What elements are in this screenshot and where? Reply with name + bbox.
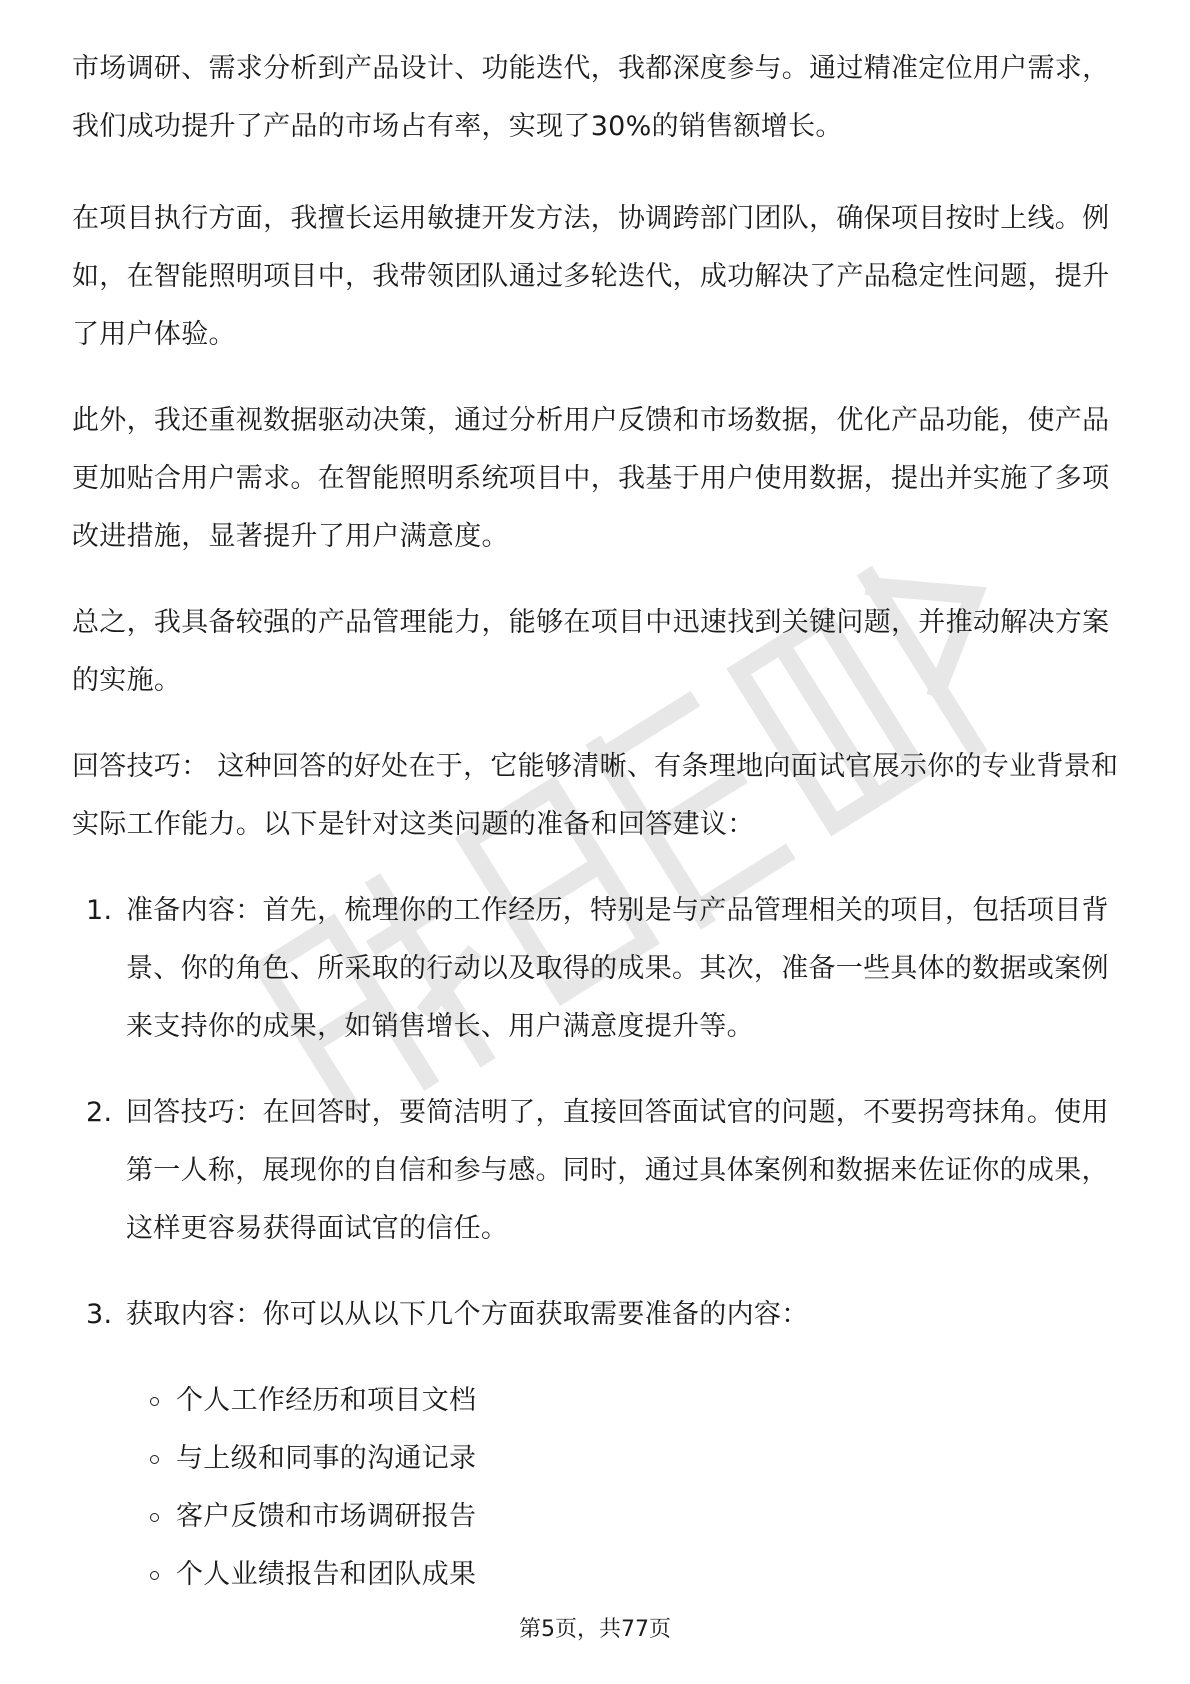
- bullet-text: 与上级和同事的沟通记录: [176, 1443, 477, 1474]
- bullet-text: 个人业绩报告和团队成果: [176, 1559, 477, 1590]
- page-footer: 第5页，共77页: [519, 1617, 671, 1642]
- paragraph: 回答技巧： 这种回答的好处在于，它能够清晰、有条理地向面试官展示你的专业背景和实际工作能力。以下是针对这类问题的准备和回答建议：: [72, 751, 1119, 840]
- bullet-icon: [150, 1397, 159, 1406]
- paragraph: 市场调研、需求分析到产品设计、功能迭代，我都深度参与。通过精准定位用户需求，我们成功提升了产品的市场占有率，实现了30%的销售额增长。: [72, 53, 1110, 142]
- list-number: 2.: [86, 1097, 113, 1128]
- list-item: [72, 882, 1122, 1056]
- list-item-text: 准备内容：首先，梳理你的工作经历，特别是与产品管理相关的项目，包括项目背景、你的角色、所采取的行动以及取得的成果。其次，准备一些具体的数据或案例来支持你的成果，如销售增长、用户满意度提升等。: [126, 895, 1109, 1042]
- list-number: 3.: [86, 1299, 113, 1330]
- list-item: [72, 1084, 1122, 1258]
- paragraph: 此外，我还重视数据驱动决策，通过分析用户反馈和市场数据，优化产品功能，使产品更加贴合用户需求。在智能照明系统项目中，我基于用户使用数据，提出并实施了多项改进措施，显著提升了用户满意度。: [72, 405, 1110, 552]
- list-item-text: 回答技巧：在回答时，要简洁明了，直接回答面试官的问题，不要拐弯抹角。使用第一人称，展现你的自信和参与感。同时，通过具体案例和数据来佐证你的成果，这样更容易获得面试官的信任。: [126, 1097, 1109, 1244]
- numbered-list: [72, 882, 1122, 1604]
- paragraph: 总之，我具备较强的产品管理能力，能够在项目中迅速找到关键问题，并推动解决方案的实施。: [72, 607, 1110, 696]
- paragraph: 在项目执行方面，我擅长运用敏捷开发方法，协调跨部门团队，确保项目按时上线。例如，在智能照明项目中，我带领团队通过多轮迭代，成功解决了产品稳定性问题，提升了用户体验。: [72, 203, 1110, 350]
- bullet-text: 个人工作经历和项目文档: [176, 1385, 477, 1416]
- document-body: [72, 40, 1122, 1632]
- bullet-item: [126, 1372, 1122, 1430]
- bullet-icon: [150, 1571, 159, 1580]
- list-item-text: 获取内容：你可以从以下几个方面获取需要准备的内容：: [126, 1299, 809, 1330]
- bullet-item: [126, 1430, 1122, 1488]
- list-number: 1.: [86, 895, 113, 926]
- bullet-text: 客户反馈和市场调研报告: [176, 1501, 477, 1532]
- bullet-icon: [150, 1455, 159, 1464]
- list-item: [72, 1286, 1122, 1604]
- bullet-icon: [150, 1513, 159, 1522]
- bullet-item: [126, 1488, 1122, 1546]
- bullet-list: [126, 1372, 1122, 1604]
- bullet-item: [126, 1546, 1122, 1604]
